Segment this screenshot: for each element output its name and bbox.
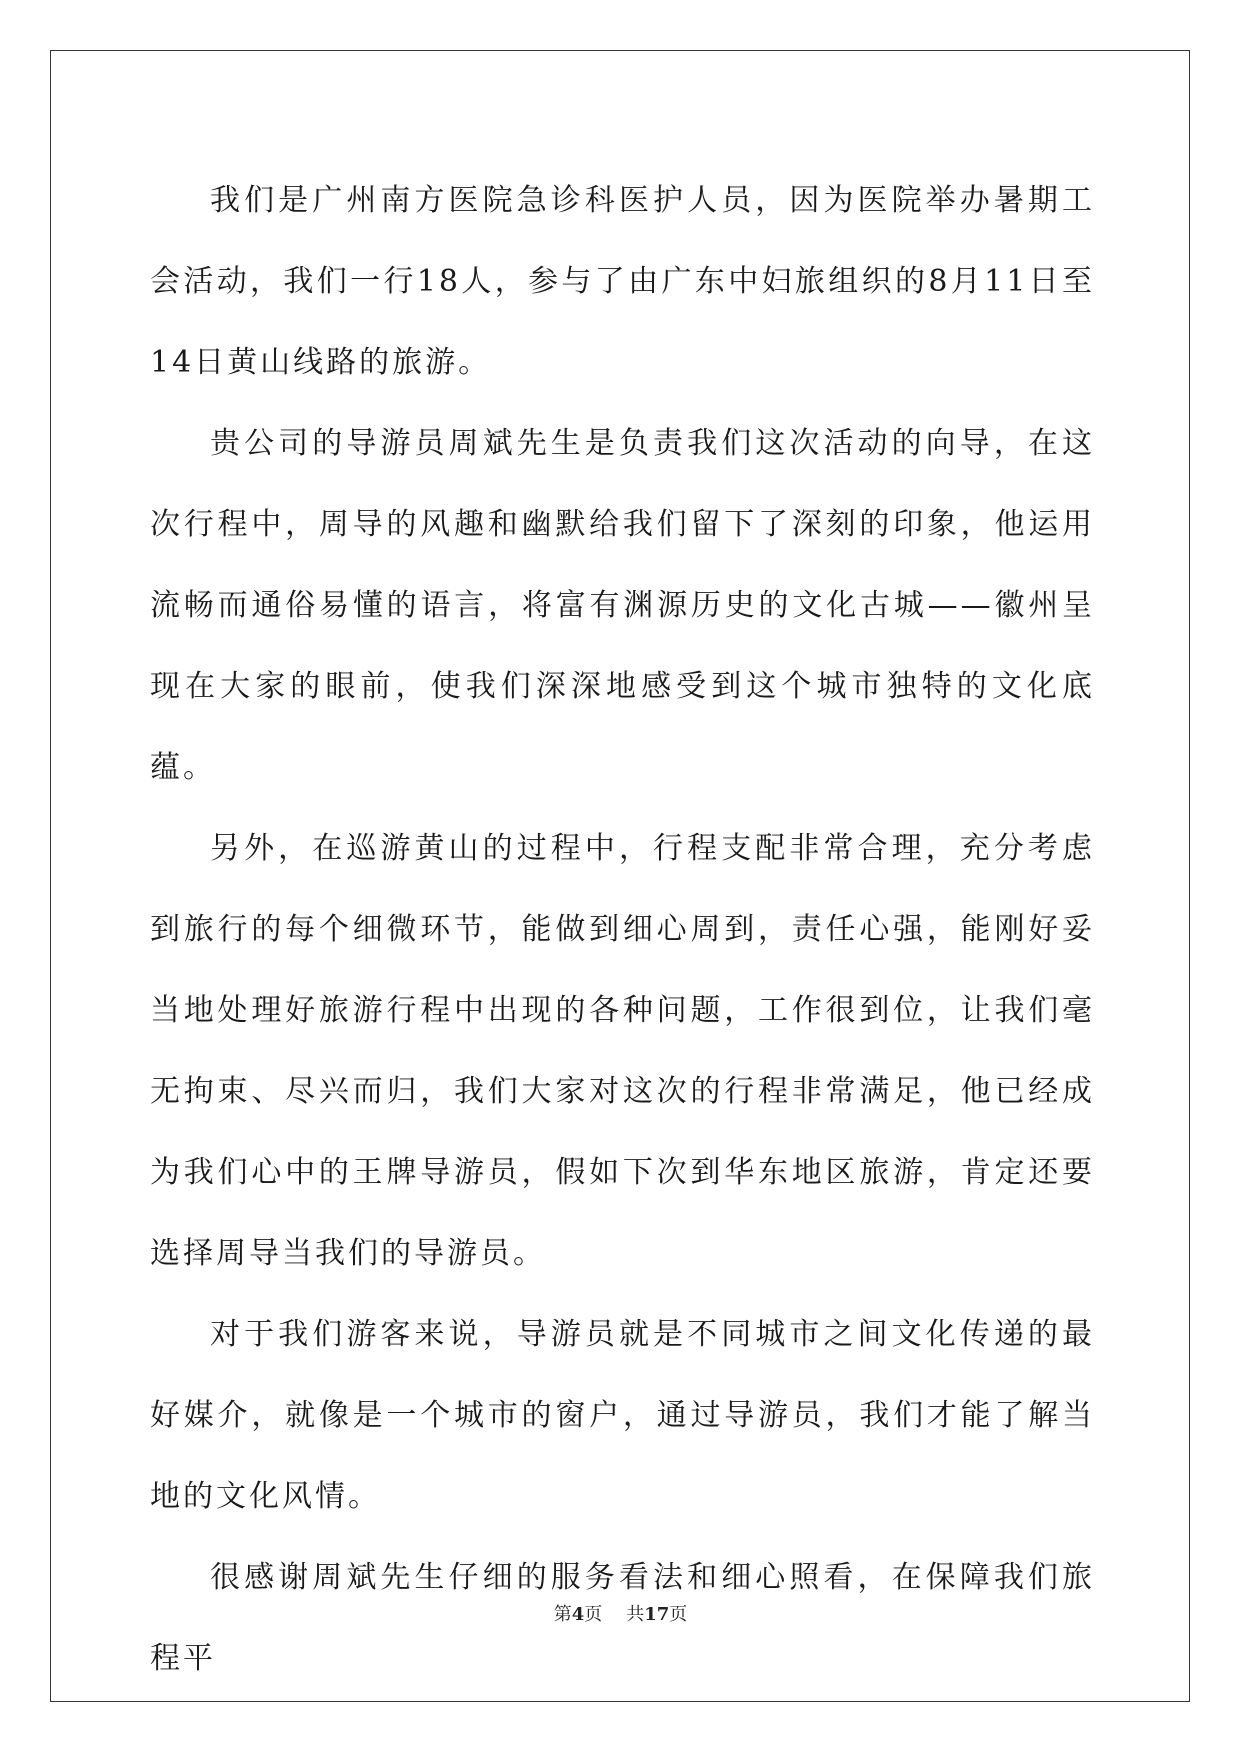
- total-pages: 17: [644, 1604, 670, 1625]
- document-body: [150, 160, 1095, 1699]
- paragraph-2: 贵公司的导游员周斌先生是负责我们这次活动的向导，在这次行程中，周导的风趣和幽默给我们留下了深刻的印象，他运用流畅而通俗易懂的语言，将富有渊源历史的文化古城——徽州呈现在大家的眼前，使我们深深地感受到这个城市独特的文化底蕴。: [150, 426, 1095, 785]
- paragraph-1: 我们是广州南方医院急诊科医护人员，因为医院举办暑期工会活动，我们一行18人，参与了由广东中妇旅组织的8月11日至14日黄山线路的旅游。: [150, 183, 1095, 380]
- page-number: 4: [571, 1604, 585, 1625]
- paragraph-5: 很感谢周斌先生仔细的服务看法和细心照看，在保障我们旅程平: [150, 1560, 1095, 1676]
- total-suffix: 页: [669, 1604, 688, 1625]
- page-footer: [0, 1600, 1241, 1626]
- page-prefix: 第: [553, 1604, 572, 1625]
- page-suffix: 页: [584, 1604, 603, 1625]
- total-prefix: 共: [626, 1604, 645, 1625]
- paragraph-3: 另外，在巡游黄山的过程中，行程支配非常合理，充分考虑到旅行的每个细微环节，能做到细心周到，责任心强，能刚好妥当地处理好旅游行程中出现的各种问题，工作很到位，让我们毫无拘束、尽兴而归，我们大家对这次的行程非常满足，他已经成为我们心中的王牌导游员，假如下次到华东地区旅游，肯定还要选择周导当我们的导游员。: [150, 831, 1095, 1271]
- paragraph-4: 对于我们游客来说，导游员就是不同城市之间文化传递的最好媒介，就像是一个城市的窗户，通过导游员，我们才能了解当地的文化风情。: [150, 1317, 1095, 1514]
